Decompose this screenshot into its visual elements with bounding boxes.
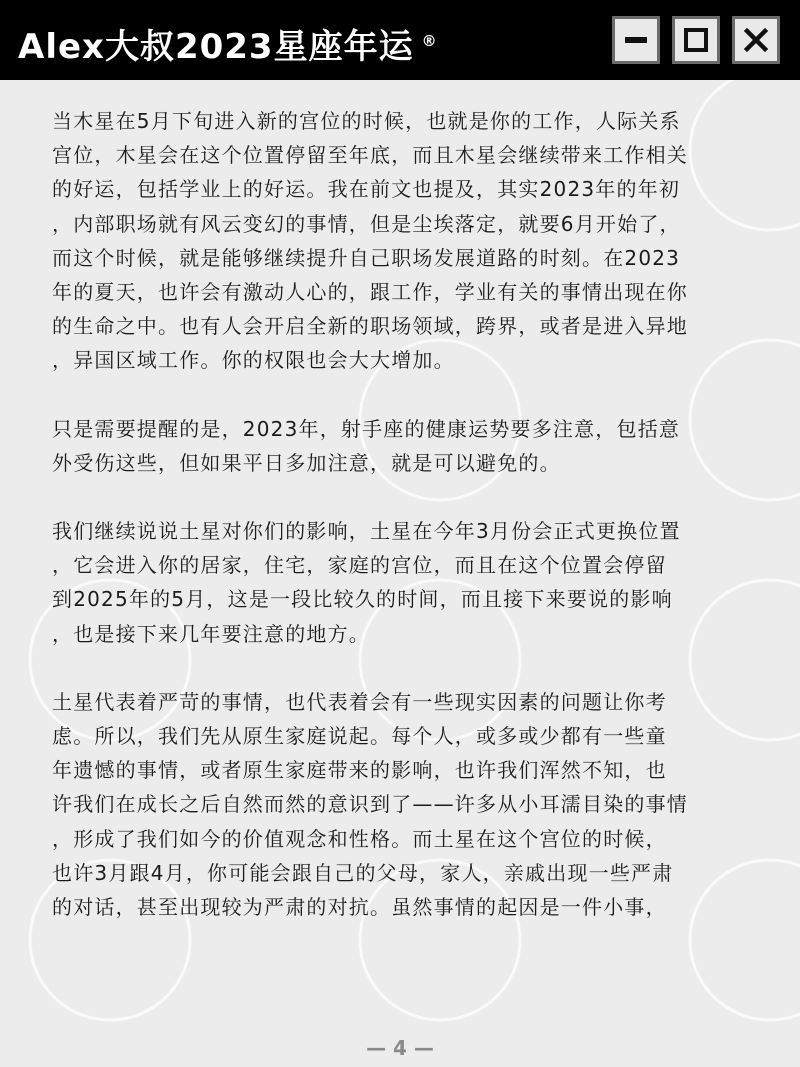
close-icon <box>742 26 770 54</box>
article-body <box>52 104 772 958</box>
maximize-button[interactable] <box>672 16 720 64</box>
title-bar <box>0 0 800 80</box>
paragraph-family: 土星代表着严苛的事情，也代表着会有一些现实因素的问题让你考 虑。所以，我们先从原生家庭说起。每个人，或多或少都有一些童 年遗憾的事情，或者原生家庭带来的影响，也许我们浑然不知，也 许我们在成长之后自然而然的意识到了——许多从小耳濡目染的事情 ，形成了我们如今的价值观念和性格。而土星在这个宫位的时候， 也许3月跟4月，你可能会跟自己的父母，家人，亲戚出现一些严肃 的对话，甚至出现较为严肃的对抗。虽然事情的起因是一件小事， <box>52 689 688 920</box>
paragraph-saturn: 我们继续说说土星对你们的影响，土星在今年3月份会正式更换位置 ，它会进入你的居家，住宅，家庭的宫位，而且在这个位置会停留 到2025年的5月，这是一段比较久的时间，而且接下来要说的影响 ，也是接下来几年要注意的地方。 <box>52 519 681 646</box>
page-number: — 4 — <box>366 1036 434 1060</box>
minimize-icon <box>622 26 650 54</box>
page-title <box>18 19 438 68</box>
paragraph-jupiter: 当木星在5月下旬进入新的宫位的时候，也就是你的工作，人际关系 宫位，木星会在这个位置停留至年底，而且木星会继续带来工作相关 的好运，包括学业上的好运。我在前文也提及，其实2023年的年初 ，内部职场就有风云变幻的事情，但是尘埃落定，就要6月开始了， 而这个时候，就是能够继续提升自己职场发展道路的时刻。在2023 年的夏天，也许会有激动人心的，跟工作，学业有关的事情出现在你 的生命之中。也有人会开启全新的职场领域，跨界，或者是进入异地 ，异国区域工作。你的权限也会大大增加。 <box>52 109 688 373</box>
minimize-button[interactable] <box>612 16 660 64</box>
paragraph-health: 只是需要提醒的是，2023年，射手座的健康运势要多注意，包括意 外受伤这些，但如果平日多加注意，就是可以避免的。 <box>52 416 681 475</box>
close-button[interactable] <box>732 16 780 64</box>
maximize-icon <box>682 26 710 54</box>
registered-mark: ® <box>421 31 438 50</box>
page-title-text: Alex大叔2023星座年运 <box>18 27 414 67</box>
